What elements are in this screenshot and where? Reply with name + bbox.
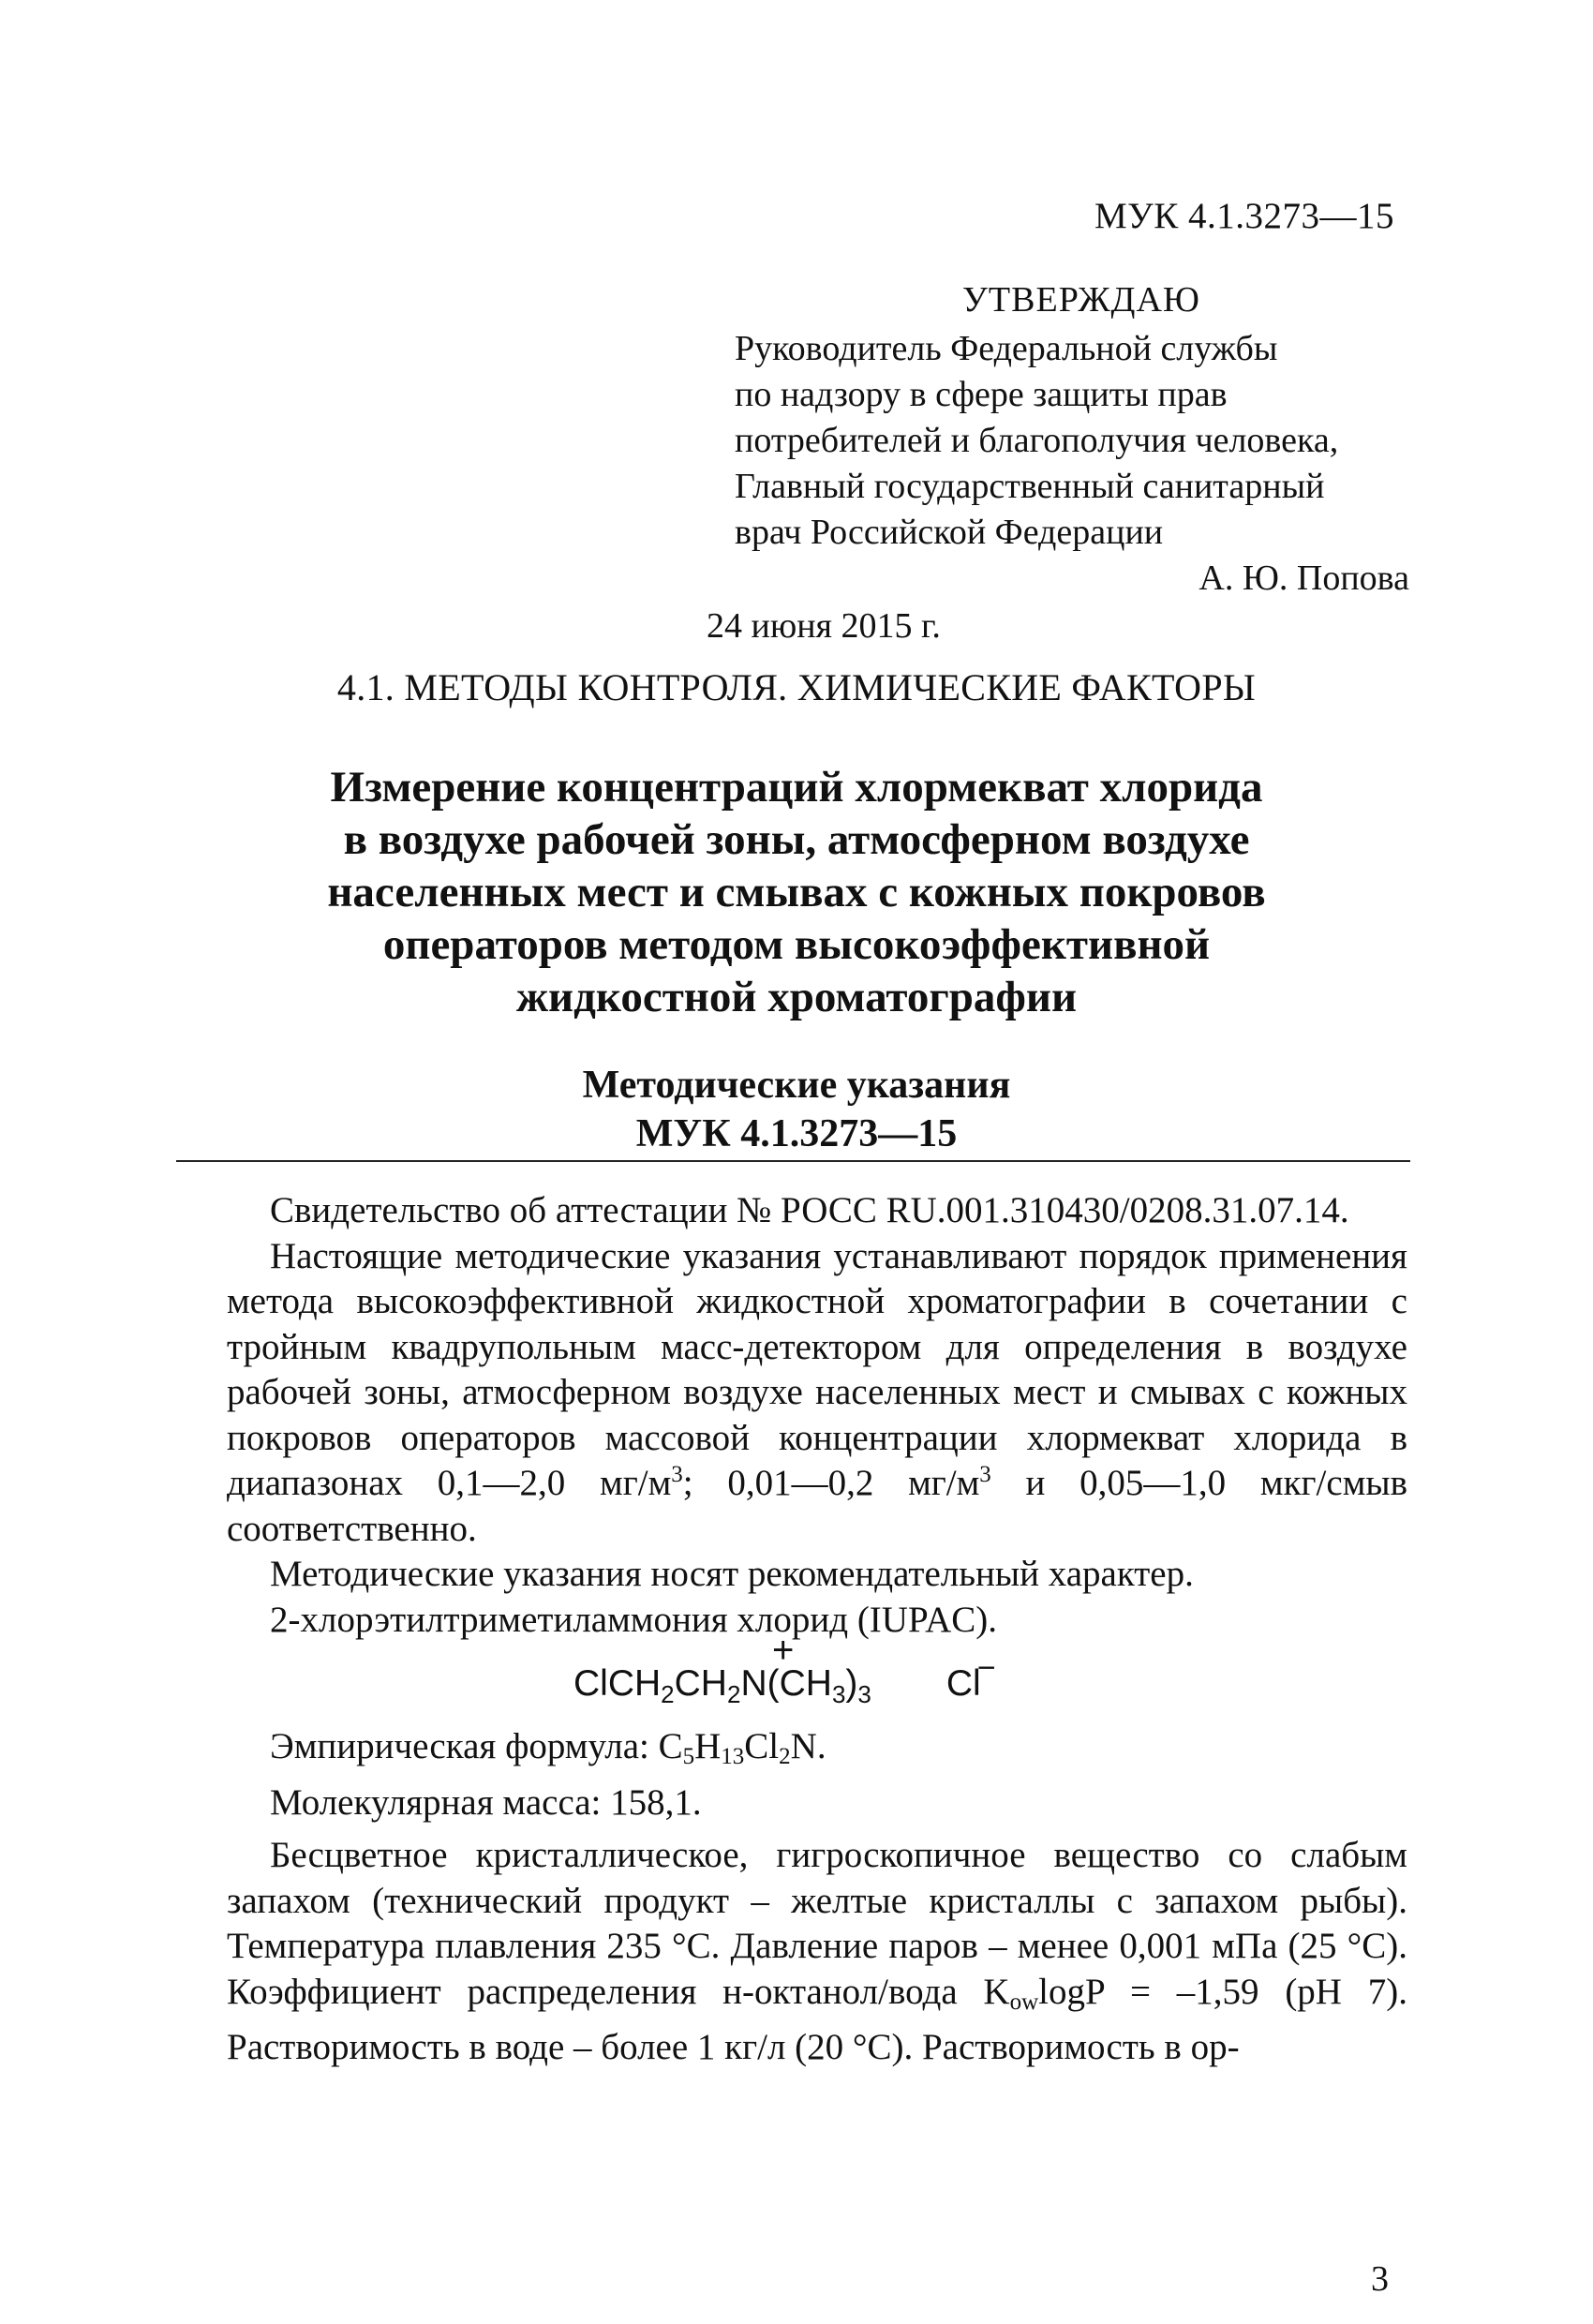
molecular-mass: Молекулярная масса: 158,1. bbox=[270, 1781, 702, 1823]
subtitle-line: Методические указания bbox=[582, 1064, 1011, 1107]
description-paragraph bbox=[227, 1833, 1407, 2071]
title-line: операторов методом высокоэффективной bbox=[382, 920, 1211, 969]
document-code: МУК 4.1.3273—15 bbox=[1094, 196, 1394, 236]
text-run: logP = –1,59 (pH 7). Растворимость в воде – более 1 кг/л (20 °С). Растворимость в ор- bbox=[227, 1971, 1407, 2067]
text-run: ; 0,01—0,2 мг/м bbox=[682, 1463, 980, 1503]
formula-part: CH bbox=[674, 1663, 727, 1704]
text-run: Эмпирическая формула: bbox=[270, 1726, 659, 1766]
paragraph-gap bbox=[227, 1825, 1407, 1833]
formula-part: ) bbox=[845, 1663, 858, 1704]
page-number: 3 bbox=[1371, 2259, 1389, 2299]
charge-minus: − bbox=[976, 1650, 996, 1686]
title-line: жидкостной хроматографии bbox=[515, 973, 1078, 1021]
formula-subscript: 3 bbox=[831, 1680, 846, 1708]
formula-subscript: 2 bbox=[779, 1744, 791, 1769]
title-line: населенных мест и смывах с кожных покровов bbox=[327, 868, 1266, 916]
approval-line: Главный государственный санитарный bbox=[735, 467, 1325, 506]
charge-plus: + bbox=[772, 1630, 795, 1671]
structural-formula bbox=[573, 1630, 996, 1709]
title-line: в воздухе рабочей зоны, атмосферном воздухе bbox=[343, 815, 1250, 864]
iupac-name: 2-хлорэтилтриметиламмония хлорид (IUPAC). bbox=[270, 1599, 997, 1640]
approval-date: 24 июня 2015 г. bbox=[707, 606, 941, 646]
title-line: Измерение концентраций хлормекват хлорида bbox=[330, 763, 1263, 812]
approval-heading: УТВЕРЖДАЮ bbox=[962, 280, 1200, 320]
text-run: и 0,05—1,0 мкг/смыв соответственно. bbox=[227, 1463, 1407, 1549]
formula-part: N(CH bbox=[740, 1663, 832, 1704]
document-title bbox=[0, 761, 1593, 1023]
document-subtitle bbox=[0, 1061, 1593, 1158]
formula-subscript: 5 bbox=[682, 1744, 695, 1769]
subscript: ow bbox=[1009, 1989, 1039, 2015]
scope-paragraph bbox=[227, 1234, 1407, 1553]
body-text bbox=[227, 1188, 1407, 1643]
text-run: Бесцветное кристаллическое, гигроскопичное вещество со слабым запахом (технический продукт – желтые кристаллы с запахом рыбы). Температура плавления 235 °С. Давление паров – менее 0,001 мПа (25 °С). Коэффициент распределения н-октанол/вода K bbox=[227, 1835, 1407, 2012]
formula-part: N. bbox=[790, 1726, 826, 1766]
recommendation-paragraph: Методические указания носят рекомендательный характер. bbox=[270, 1554, 1194, 1594]
formula-part: H bbox=[694, 1726, 722, 1766]
horizontal-rule bbox=[176, 1160, 1410, 1162]
section-heading: 4.1. МЕТОДЫ КОНТРОЛЯ. ХИМИЧЕСКИЕ ФАКТОРЫ bbox=[336, 666, 1257, 708]
empirical-formula bbox=[227, 1724, 1407, 1780]
formula-subscript: 3 bbox=[857, 1680, 871, 1708]
formula-subscript: 13 bbox=[721, 1744, 745, 1769]
approval-line: врач Российской Федерации bbox=[735, 513, 1164, 552]
superscript: 3 bbox=[671, 1462, 683, 1487]
formula-part: Cl bbox=[744, 1726, 780, 1766]
formula-part: C bbox=[658, 1726, 683, 1766]
anion-symbol: Cl bbox=[945, 1663, 981, 1704]
subtitle-code: МУК 4.1.3273—15 bbox=[635, 1112, 958, 1155]
approval-signatory: А. Ю. Попова bbox=[1198, 559, 1409, 598]
approval-block bbox=[707, 277, 1409, 649]
chloride-anion bbox=[945, 1650, 996, 1704]
properties-text bbox=[227, 1724, 1407, 2071]
approval-line: по надзору в сфере защиты прав bbox=[735, 375, 1228, 414]
formula-part: ClCH bbox=[573, 1663, 662, 1704]
approval-line: Руководитель Федеральной службы bbox=[735, 329, 1278, 368]
formula-subscript: 2 bbox=[661, 1680, 675, 1708]
approval-line: потребителей и благополучия человека, bbox=[735, 421, 1339, 460]
formula-subscript: 2 bbox=[726, 1680, 741, 1708]
certificate-paragraph: Свидетельство об аттестации № РОСС RU.001.310430/0208.31.07.14. bbox=[270, 1190, 1349, 1230]
superscript: 3 bbox=[979, 1462, 991, 1487]
text-run: Настоящие методические указания устанавливают порядок применения метода высокоэффективной жидкостной хроматографии в сочетании с тройным квадрупольным масс-детектором для определения в воздухе рабочей зоны, атмосферном воздухе населенных мест и смывах с кожных покровов операторов массовой концентрации хлормекват хлорида в диапазонах 0,1—2,0 мг/м bbox=[227, 1235, 1407, 1503]
